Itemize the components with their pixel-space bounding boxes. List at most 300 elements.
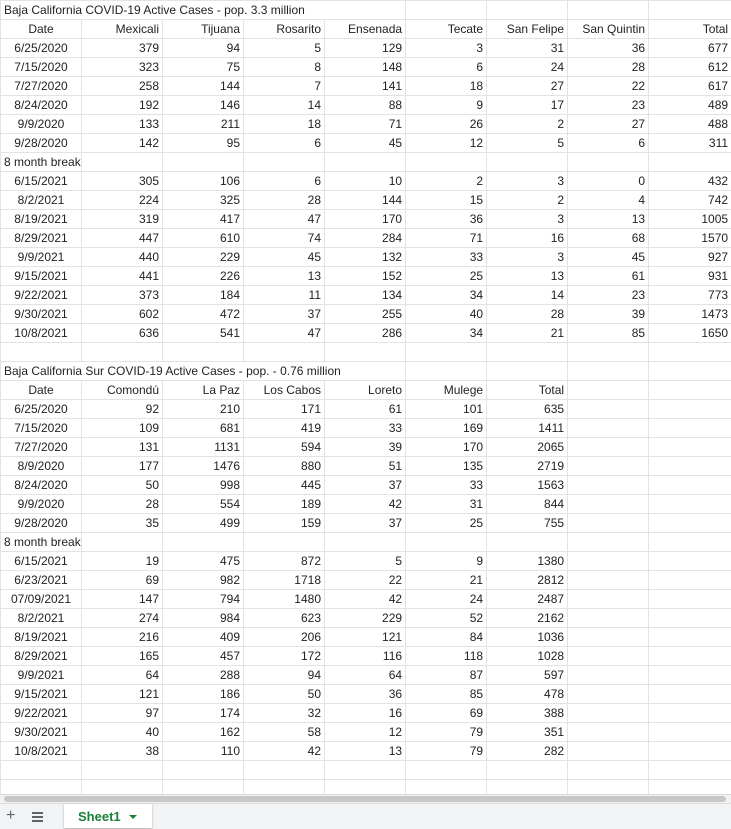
empty-cell[interactable]	[1, 343, 82, 362]
empty-cell[interactable]	[568, 153, 649, 172]
value-cell[interactable]: 229	[325, 609, 406, 628]
value-cell[interactable]: 45	[244, 248, 325, 267]
date-cell[interactable]: 9/15/2021	[1, 685, 82, 704]
value-cell[interactable]: 1570	[649, 229, 731, 248]
empty-cell[interactable]	[649, 381, 731, 400]
value-cell[interactable]: 186	[163, 685, 244, 704]
value-cell[interactable]: 129	[325, 39, 406, 58]
value-cell[interactable]: 69	[406, 704, 487, 723]
value-cell[interactable]: 216	[82, 628, 163, 647]
date-cell[interactable]: 9/22/2021	[1, 704, 82, 723]
value-cell[interactable]: 118	[406, 647, 487, 666]
column-header[interactable]: Total	[487, 381, 568, 400]
value-cell[interactable]: 192	[82, 96, 163, 115]
column-header[interactable]: San Felipe	[487, 20, 568, 39]
value-cell[interactable]: 16	[325, 704, 406, 723]
value-cell[interactable]: 1476	[163, 457, 244, 476]
value-cell[interactable]: 22	[325, 571, 406, 590]
value-cell[interactable]: 1480	[244, 590, 325, 609]
value-cell[interactable]: 36	[325, 685, 406, 704]
value-cell[interactable]: 45	[568, 248, 649, 267]
value-cell[interactable]: 174	[163, 704, 244, 723]
value-cell[interactable]: 177	[82, 457, 163, 476]
value-cell[interactable]: 2	[487, 115, 568, 134]
value-cell[interactable]: 32	[244, 704, 325, 723]
date-cell[interactable]: 8/19/2021	[1, 628, 82, 647]
empty-cell[interactable]	[568, 723, 649, 742]
value-cell[interactable]: 84	[406, 628, 487, 647]
value-cell[interactable]: 3	[487, 172, 568, 191]
date-cell[interactable]: 9/30/2021	[1, 723, 82, 742]
value-cell[interactable]: 499	[163, 514, 244, 533]
value-cell[interactable]: 131	[82, 438, 163, 457]
date-cell[interactable]: 8/24/2020	[1, 96, 82, 115]
value-cell[interactable]: 28	[82, 495, 163, 514]
column-header[interactable]: Mulege	[406, 381, 487, 400]
empty-cell[interactable]	[649, 761, 731, 780]
value-cell[interactable]: 15	[406, 191, 487, 210]
scrollbar-thumb[interactable]	[4, 796, 726, 802]
sheet-tab[interactable]	[64, 804, 152, 828]
value-cell[interactable]: 18	[406, 77, 487, 96]
value-cell[interactable]: 39	[325, 438, 406, 457]
value-cell[interactable]: 773	[649, 286, 731, 305]
empty-cell[interactable]	[649, 723, 731, 742]
value-cell[interactable]: 47	[244, 210, 325, 229]
value-cell[interactable]: 135	[406, 457, 487, 476]
date-cell[interactable]: 9/9/2020	[1, 115, 82, 134]
value-cell[interactable]: 323	[82, 58, 163, 77]
value-cell[interactable]: 351	[487, 723, 568, 742]
value-cell[interactable]: 998	[163, 476, 244, 495]
value-cell[interactable]: 417	[163, 210, 244, 229]
value-cell[interactable]: 445	[244, 476, 325, 495]
value-cell[interactable]: 5	[487, 134, 568, 153]
column-header[interactable]: Loreto	[325, 381, 406, 400]
value-cell[interactable]: 305	[82, 172, 163, 191]
date-cell[interactable]: 9/15/2021	[1, 267, 82, 286]
value-cell[interactable]: 2487	[487, 590, 568, 609]
value-cell[interactable]: 880	[244, 457, 325, 476]
value-cell[interactable]: 40	[406, 305, 487, 324]
value-cell[interactable]: 1028	[487, 647, 568, 666]
empty-cell[interactable]	[568, 742, 649, 761]
empty-cell[interactable]	[649, 609, 731, 628]
value-cell[interactable]: 8	[244, 58, 325, 77]
value-cell[interactable]: 1473	[649, 305, 731, 324]
empty-cell[interactable]	[568, 457, 649, 476]
value-cell[interactable]: 39	[568, 305, 649, 324]
value-cell[interactable]: 170	[406, 438, 487, 457]
empty-cell[interactable]	[244, 343, 325, 362]
value-cell[interactable]: 432	[649, 172, 731, 191]
value-cell[interactable]: 325	[163, 191, 244, 210]
empty-cell[interactable]	[487, 343, 568, 362]
empty-cell[interactable]	[568, 685, 649, 704]
value-cell[interactable]: 274	[82, 609, 163, 628]
value-cell[interactable]: 475	[163, 552, 244, 571]
value-cell[interactable]: 34	[406, 286, 487, 305]
value-cell[interactable]: 755	[487, 514, 568, 533]
date-cell[interactable]: 8/29/2021	[1, 229, 82, 248]
date-cell[interactable]: 7/27/2020	[1, 77, 82, 96]
empty-cell[interactable]	[244, 153, 325, 172]
value-cell[interactable]: 94	[163, 39, 244, 58]
value-cell[interactable]: 144	[163, 77, 244, 96]
value-cell[interactable]: 33	[325, 419, 406, 438]
value-cell[interactable]: 409	[163, 628, 244, 647]
value-cell[interactable]: 28	[568, 58, 649, 77]
empty-cell[interactable]	[568, 533, 649, 552]
value-cell[interactable]: 37	[325, 476, 406, 495]
column-header[interactable]: Tecate	[406, 20, 487, 39]
value-cell[interactable]: 31	[406, 495, 487, 514]
empty-cell[interactable]	[163, 761, 244, 780]
empty-cell[interactable]	[649, 780, 731, 795]
value-cell[interactable]: 617	[649, 77, 731, 96]
value-cell[interactable]: 61	[568, 267, 649, 286]
value-cell[interactable]: 35	[82, 514, 163, 533]
value-cell[interactable]: 11	[244, 286, 325, 305]
value-cell[interactable]: 13	[568, 210, 649, 229]
value-cell[interactable]: 286	[325, 324, 406, 343]
value-cell[interactable]: 171	[244, 400, 325, 419]
value-cell[interactable]: 85	[406, 685, 487, 704]
value-cell[interactable]: 211	[163, 115, 244, 134]
value-cell[interactable]: 636	[82, 324, 163, 343]
date-cell[interactable]: 8/9/2020	[1, 457, 82, 476]
value-cell[interactable]: 132	[325, 248, 406, 267]
value-cell[interactable]: 121	[325, 628, 406, 647]
value-cell[interactable]: 34	[406, 324, 487, 343]
empty-cell[interactable]	[325, 761, 406, 780]
empty-cell[interactable]	[568, 609, 649, 628]
empty-cell[interactable]	[649, 419, 731, 438]
value-cell[interactable]: 169	[406, 419, 487, 438]
date-cell[interactable]: 6/15/2021	[1, 552, 82, 571]
value-cell[interactable]: 184	[163, 286, 244, 305]
value-cell[interactable]: 36	[568, 39, 649, 58]
empty-cell[interactable]	[649, 571, 731, 590]
empty-cell[interactable]	[649, 438, 731, 457]
value-cell[interactable]: 25	[406, 514, 487, 533]
value-cell[interactable]: 92	[82, 400, 163, 419]
value-cell[interactable]: 50	[244, 685, 325, 704]
value-cell[interactable]: 116	[325, 647, 406, 666]
value-cell[interactable]: 288	[163, 666, 244, 685]
empty-cell[interactable]	[325, 153, 406, 172]
empty-cell[interactable]	[649, 1, 731, 20]
date-cell[interactable]: 9/9/2021	[1, 248, 82, 267]
value-cell[interactable]: 1380	[487, 552, 568, 571]
value-cell[interactable]: 61	[325, 400, 406, 419]
value-cell[interactable]: 14	[487, 286, 568, 305]
empty-cell[interactable]	[163, 780, 244, 795]
empty-cell[interactable]	[1, 761, 82, 780]
value-cell[interactable]: 110	[163, 742, 244, 761]
value-cell[interactable]: 311	[649, 134, 731, 153]
date-cell[interactable]: 07/09/2021	[1, 590, 82, 609]
empty-cell[interactable]	[649, 628, 731, 647]
date-cell[interactable]: 7/15/2020	[1, 419, 82, 438]
value-cell[interactable]: 37	[244, 305, 325, 324]
value-cell[interactable]: 1411	[487, 419, 568, 438]
date-cell[interactable]: 6/23/2021	[1, 571, 82, 590]
value-cell[interactable]: 9	[406, 96, 487, 115]
value-cell[interactable]: 97	[82, 704, 163, 723]
value-cell[interactable]: 2	[487, 191, 568, 210]
value-cell[interactable]: 931	[649, 267, 731, 286]
value-cell[interactable]: 457	[163, 647, 244, 666]
value-cell[interactable]: 14	[244, 96, 325, 115]
value-cell[interactable]: 87	[406, 666, 487, 685]
value-cell[interactable]: 58	[244, 723, 325, 742]
column-header[interactable]: Total	[649, 20, 731, 39]
value-cell[interactable]: 189	[244, 495, 325, 514]
empty-cell[interactable]	[244, 780, 325, 795]
value-cell[interactable]: 742	[649, 191, 731, 210]
value-cell[interactable]: 1036	[487, 628, 568, 647]
empty-cell[interactable]	[82, 153, 163, 172]
value-cell[interactable]: 6	[406, 58, 487, 77]
value-cell[interactable]: 7	[244, 77, 325, 96]
value-cell[interactable]: 101	[406, 400, 487, 419]
date-cell[interactable]: 10/8/2021	[1, 742, 82, 761]
empty-cell[interactable]	[163, 343, 244, 362]
value-cell[interactable]: 42	[244, 742, 325, 761]
empty-cell[interactable]	[649, 685, 731, 704]
value-cell[interactable]: 71	[325, 115, 406, 134]
empty-cell[interactable]	[82, 780, 163, 795]
date-cell[interactable]: 8/29/2021	[1, 647, 82, 666]
value-cell[interactable]: 927	[649, 248, 731, 267]
date-cell[interactable]: 8/2/2021	[1, 609, 82, 628]
value-cell[interactable]: 255	[325, 305, 406, 324]
empty-cell[interactable]	[406, 761, 487, 780]
value-cell[interactable]: 74	[244, 229, 325, 248]
value-cell[interactable]: 554	[163, 495, 244, 514]
value-cell[interactable]: 147	[82, 590, 163, 609]
value-cell[interactable]: 28	[244, 191, 325, 210]
value-cell[interactable]: 12	[325, 723, 406, 742]
empty-cell[interactable]	[325, 780, 406, 795]
empty-cell[interactable]	[649, 495, 731, 514]
date-cell[interactable]: 6/15/2021	[1, 172, 82, 191]
value-cell[interactable]: 18	[244, 115, 325, 134]
value-cell[interactable]: 141	[325, 77, 406, 96]
value-cell[interactable]: 23	[568, 96, 649, 115]
value-cell[interactable]: 440	[82, 248, 163, 267]
value-cell[interactable]: 27	[568, 115, 649, 134]
empty-cell[interactable]	[568, 571, 649, 590]
value-cell[interactable]: 26	[406, 115, 487, 134]
value-cell[interactable]: 25	[406, 267, 487, 286]
empty-cell[interactable]	[487, 533, 568, 552]
date-cell[interactable]: 9/22/2021	[1, 286, 82, 305]
empty-cell[interactable]	[568, 343, 649, 362]
value-cell[interactable]: 872	[244, 552, 325, 571]
date-cell[interactable]: 9/30/2021	[1, 305, 82, 324]
value-cell[interactable]: 373	[82, 286, 163, 305]
empty-cell[interactable]	[649, 476, 731, 495]
value-cell[interactable]: 388	[487, 704, 568, 723]
value-cell[interactable]: 10	[325, 172, 406, 191]
empty-cell[interactable]	[82, 533, 163, 552]
value-cell[interactable]: 3	[487, 210, 568, 229]
column-header[interactable]: La Paz	[163, 381, 244, 400]
empty-cell[interactable]	[649, 343, 731, 362]
value-cell[interactable]: 258	[82, 77, 163, 96]
value-cell[interactable]: 472	[163, 305, 244, 324]
value-cell[interactable]: 2719	[487, 457, 568, 476]
value-cell[interactable]: 144	[325, 191, 406, 210]
value-cell[interactable]: 3	[487, 248, 568, 267]
value-cell[interactable]: 6	[568, 134, 649, 153]
value-cell[interactable]: 844	[487, 495, 568, 514]
value-cell[interactable]: 71	[406, 229, 487, 248]
value-cell[interactable]: 64	[325, 666, 406, 685]
empty-cell[interactable]	[487, 761, 568, 780]
date-cell[interactable]: 9/9/2021	[1, 666, 82, 685]
empty-cell[interactable]	[487, 153, 568, 172]
column-header[interactable]: Mexicali	[82, 20, 163, 39]
block-title[interactable]: Baja California Sur COVID-19 Active Cases - pop. - 0.76 million	[1, 362, 406, 381]
empty-cell[interactable]	[649, 552, 731, 571]
note-cell[interactable]: 8 month break	[1, 533, 82, 552]
value-cell[interactable]: 1650	[649, 324, 731, 343]
empty-cell[interactable]	[163, 533, 244, 552]
value-cell[interactable]: 16	[487, 229, 568, 248]
empty-cell[interactable]	[163, 153, 244, 172]
empty-cell[interactable]	[568, 514, 649, 533]
column-header[interactable]: Rosarito	[244, 20, 325, 39]
note-cell[interactable]: 8 month break	[1, 153, 82, 172]
date-cell[interactable]: 8/2/2021	[1, 191, 82, 210]
value-cell[interactable]: 6	[244, 134, 325, 153]
value-cell[interactable]: 22	[568, 77, 649, 96]
value-cell[interactable]: 24	[487, 58, 568, 77]
value-cell[interactable]: 2162	[487, 609, 568, 628]
value-cell[interactable]: 36	[406, 210, 487, 229]
value-cell[interactable]: 148	[325, 58, 406, 77]
value-cell[interactable]: 489	[649, 96, 731, 115]
empty-cell[interactable]	[487, 362, 568, 381]
value-cell[interactable]: 40	[82, 723, 163, 742]
value-cell[interactable]: 51	[325, 457, 406, 476]
value-cell[interactable]: 602	[82, 305, 163, 324]
empty-cell[interactable]	[649, 533, 731, 552]
empty-cell[interactable]	[244, 761, 325, 780]
value-cell[interactable]: 419	[244, 419, 325, 438]
value-cell[interactable]: 38	[82, 742, 163, 761]
value-cell[interactable]: 68	[568, 229, 649, 248]
value-cell[interactable]: 2	[406, 172, 487, 191]
empty-cell[interactable]	[649, 153, 731, 172]
value-cell[interactable]: 45	[325, 134, 406, 153]
empty-cell[interactable]	[325, 533, 406, 552]
empty-cell[interactable]	[406, 780, 487, 795]
empty-cell[interactable]	[649, 666, 731, 685]
empty-cell[interactable]	[568, 381, 649, 400]
value-cell[interactable]: 488	[649, 115, 731, 134]
empty-cell[interactable]	[568, 438, 649, 457]
value-cell[interactable]: 133	[82, 115, 163, 134]
date-cell[interactable]: 8/24/2020	[1, 476, 82, 495]
date-cell[interactable]: 8/19/2021	[1, 210, 82, 229]
empty-cell[interactable]	[649, 742, 731, 761]
column-header[interactable]: Ensenada	[325, 20, 406, 39]
value-cell[interactable]: 13	[325, 742, 406, 761]
column-header[interactable]: Date	[1, 381, 82, 400]
value-cell[interactable]: 2065	[487, 438, 568, 457]
empty-cell[interactable]	[568, 1, 649, 20]
empty-cell[interactable]	[406, 533, 487, 552]
empty-cell[interactable]	[82, 343, 163, 362]
value-cell[interactable]: 52	[406, 609, 487, 628]
value-cell[interactable]: 612	[649, 58, 731, 77]
empty-cell[interactable]	[82, 761, 163, 780]
date-cell[interactable]: 9/28/2020	[1, 514, 82, 533]
empty-cell[interactable]	[325, 343, 406, 362]
value-cell[interactable]: 478	[487, 685, 568, 704]
value-cell[interactable]: 0	[568, 172, 649, 191]
block-title[interactable]: Baja California COVID-19 Active Cases - pop. 3.3 million	[1, 1, 406, 20]
empty-cell[interactable]	[649, 704, 731, 723]
value-cell[interactable]: 42	[325, 495, 406, 514]
value-cell[interactable]: 109	[82, 419, 163, 438]
value-cell[interactable]: 319	[82, 210, 163, 229]
value-cell[interactable]: 1718	[244, 571, 325, 590]
empty-cell[interactable]	[1, 780, 82, 795]
value-cell[interactable]: 5	[325, 552, 406, 571]
value-cell[interactable]: 88	[325, 96, 406, 115]
value-cell[interactable]: 982	[163, 571, 244, 590]
empty-cell[interactable]	[649, 647, 731, 666]
plus-icon[interactable]: +	[6, 807, 15, 825]
date-cell[interactable]: 7/27/2020	[1, 438, 82, 457]
value-cell[interactable]: 28	[487, 305, 568, 324]
empty-cell[interactable]	[568, 495, 649, 514]
value-cell[interactable]: 146	[163, 96, 244, 115]
value-cell[interactable]: 441	[82, 267, 163, 286]
value-cell[interactable]: 33	[406, 476, 487, 495]
value-cell[interactable]: 69	[82, 571, 163, 590]
value-cell[interactable]: 19	[82, 552, 163, 571]
value-cell[interactable]: 379	[82, 39, 163, 58]
value-cell[interactable]: 597	[487, 666, 568, 685]
value-cell[interactable]: 5	[244, 39, 325, 58]
value-cell[interactable]: 27	[487, 77, 568, 96]
empty-cell[interactable]	[649, 400, 731, 419]
value-cell[interactable]: 210	[163, 400, 244, 419]
empty-cell[interactable]	[568, 590, 649, 609]
value-cell[interactable]: 47	[244, 324, 325, 343]
value-cell[interactable]: 33	[406, 248, 487, 267]
value-cell[interactable]: 162	[163, 723, 244, 742]
value-cell[interactable]: 152	[325, 267, 406, 286]
value-cell[interactable]: 447	[82, 229, 163, 248]
caret-down-icon[interactable]	[129, 815, 137, 819]
value-cell[interactable]: 79	[406, 742, 487, 761]
value-cell[interactable]: 1131	[163, 438, 244, 457]
empty-cell[interactable]	[568, 476, 649, 495]
empty-cell[interactable]	[568, 761, 649, 780]
value-cell[interactable]: 13	[244, 267, 325, 286]
value-cell[interactable]: 23	[568, 286, 649, 305]
value-cell[interactable]: 21	[406, 571, 487, 590]
value-cell[interactable]: 75	[163, 58, 244, 77]
value-cell[interactable]: 282	[487, 742, 568, 761]
